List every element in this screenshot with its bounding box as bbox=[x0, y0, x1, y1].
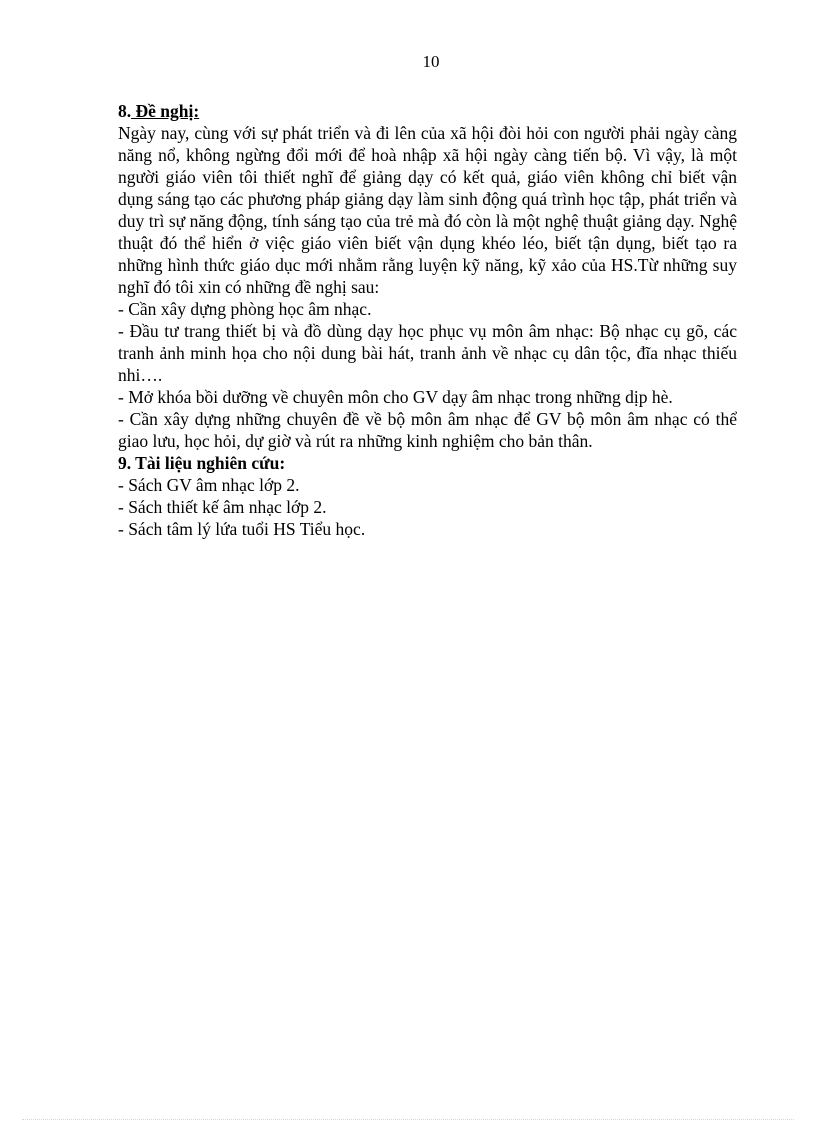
section-8-title: Đề nghị: bbox=[131, 101, 200, 121]
page-number: 10 bbox=[422, 52, 440, 71]
proposal-item-2: - Đầu tư trang thiết bị và đồ dùng dạy học phục vụ môn âm nhạc: Bộ nhạc cụ gõ, các tranh ảnh minh họa cho nội dung bài hát, tranh ảnh về nhạc cụ dân tộc, đĩa nhạc thiếu nhi…. bbox=[118, 321, 737, 385]
page-bottom-rule bbox=[22, 1119, 794, 1120]
proposal-item-1: - Cần xây dựng phòng học âm nhạc. bbox=[118, 299, 372, 319]
proposal-item-3: - Mở khóa bồi dưỡng về chuyên môn cho GV dạy âm nhạc trong những dịp hè. bbox=[118, 387, 673, 407]
section-9-heading: 9. Tài liệu nghiên cứu: bbox=[118, 453, 286, 473]
page-content bbox=[118, 100, 737, 540]
section-8-number: 8. bbox=[118, 101, 132, 121]
proposal-item-4: - Cần xây dựng những chuyên đề về bộ môn âm nhạc để GV bộ môn âm nhạc có thể giao lưu, học hỏi, dự giờ và rút ra những kinh nghiệm cho bản thân. bbox=[118, 409, 737, 451]
reference-item-3: - Sách tâm lý lứa tuổi HS Tiểu học. bbox=[118, 519, 366, 539]
reference-item-2: - Sách thiết kế âm nhạc lớp 2. bbox=[118, 497, 327, 517]
section-8-heading bbox=[118, 100, 737, 122]
reference-item-1: - Sách GV âm nhạc lớp 2. bbox=[118, 475, 300, 495]
section-8-paragraph: Ngày nay, cùng với sự phát triển và đi lên của xã hội đòi hỏi con người phải ngày càng năng nổ, không ngừng đổi mới để hoà nhập xã hội ngày càng tiến bộ. Vì vậy, là một người giáo viên tôi thiết nghĩ để giảng dạy có kết quả, giáo viên không chỉ biết vận dụng sáng tạo các phương pháp giảng dạy làm sinh động quá trình học tập, phát triển và duy trì sự năng động, tính sáng tạo của trẻ mà đó còn là một nghệ thuật giảng dạy. Nghệ thuật đó thể hiển ở việc giáo viên biết vận dụng khéo léo, biết tận dụng, biết tạo ra những hình thức giáo dục mới nhằm rằng luyện kỹ năng, kỹ xảo của HS.Từ những suy nghĩ đó tôi xin có những đề nghị sau: bbox=[118, 123, 737, 297]
